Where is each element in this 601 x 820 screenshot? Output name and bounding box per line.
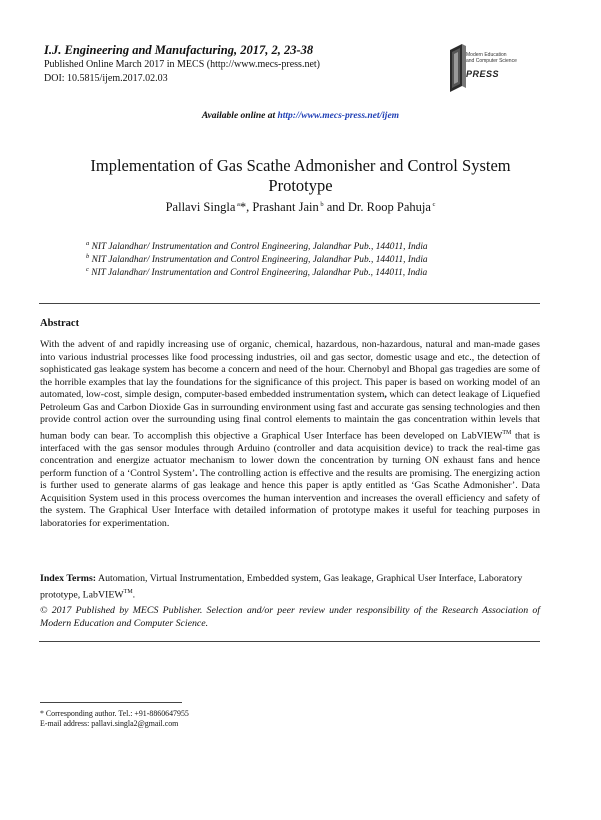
availability-line bbox=[0, 111, 601, 121]
affiliation-a bbox=[86, 240, 428, 252]
availability-label: Available online at bbox=[201, 111, 276, 121]
index-terms bbox=[40, 573, 540, 601]
author-1-mark: * bbox=[239, 200, 247, 214]
affiliation-a-sup: a bbox=[86, 240, 90, 247]
author-2: Prashant Jain bbox=[252, 200, 319, 214]
author-1: Pallavi Singla bbox=[165, 200, 236, 214]
logo-press: PRESS bbox=[466, 69, 500, 79]
index-terms-label: Index Terms: bbox=[40, 573, 97, 584]
journal-title: I.J. Engineering and Manufacturing, 2017, 2, 23-38 bbox=[44, 43, 314, 57]
affiliation-b bbox=[86, 253, 428, 265]
logo-caption bbox=[466, 52, 556, 64]
author-email: E-mail address: pallavi.singla2@gmail.com bbox=[40, 719, 179, 728]
index-terms-tm: TM bbox=[123, 588, 133, 595]
abstract-heading: Abstract bbox=[40, 318, 80, 329]
affiliation-c bbox=[86, 266, 427, 278]
author-2-sup: b bbox=[320, 200, 324, 208]
abstract-part-4: The controlling action is effective and the results are promising. The energizing action is further used to generate alarms of gas leakage and hence this paper is aptly entitled as ‘Gas Scathe Admonisher’. Data Acquisition System used in this process overcomes the human intervention and increases the overall efficiency and safety of the system. The Graphical User Interface with detailed information of prototype makes it useful for teaching purposes in laboratories for experimentation. bbox=[40, 467, 540, 529]
abstract-part-2: which can detect leakage of Liquefied Petroleum Gas and Carbon Dioxide Gas in surrounding environment using fast and accurate gas sensing technologies and then provide control action over the surrounding using final control elements to maintain the gas concentration within levels that human body can bear. To accomplish this objective a Graphical User Interface has been developed on LabVIEW bbox=[40, 389, 540, 442]
abstract-bold-comma: , bbox=[384, 389, 387, 401]
mecs-press-logo bbox=[446, 36, 558, 96]
top-divider bbox=[39, 303, 540, 304]
author-list bbox=[0, 200, 601, 215]
author-sep-1: , bbox=[246, 200, 253, 214]
corresponding-author: * Corresponding author. Tel.: +91-8860647955 bbox=[40, 709, 189, 718]
publication-info: Published Online March 2017 in MECS (http://www.mecs-press.net) bbox=[44, 59, 320, 70]
bottom-divider bbox=[39, 641, 540, 642]
affiliation-b-sup: b bbox=[86, 253, 90, 260]
index-terms-text: Automation, Virtual Instrumentation, Embedded system, Gas leakage, Graphical User Interface, Laboratory prototype, LabVIEW bbox=[40, 573, 523, 600]
paper-title bbox=[40, 156, 561, 196]
title-line-1: Implementation of Gas Scathe Admonisher and Control System bbox=[90, 156, 511, 175]
affiliation-b-text: NIT Jalandhar/ Instrumentation and Control Engineering, Jalandhar Pub., 144011, India bbox=[91, 255, 428, 266]
title-line-2: Prototype bbox=[268, 176, 333, 195]
abstract-part-3: that is interfaced with the gas sensor modules through Arduino (controller and data acquisition device) to track the real-time gas concentration and energize actuator mechanism to lower down the concentration by turning ON exhaust fans and hence perform function of a ‘Control System’ bbox=[40, 430, 541, 479]
journal-link[interactable]: http://www.mecs-press.net/ijem bbox=[277, 111, 400, 121]
author-3-sup: c bbox=[432, 200, 436, 208]
logo-line-2: and Computer Science bbox=[466, 58, 517, 64]
index-terms-end: . bbox=[132, 588, 136, 600]
doi: DOI: 10.5815/ijem.2017.02.03 bbox=[44, 73, 168, 84]
affiliation-c-text: NIT Jalandhar/ Instrumentation and Control Engineering, Jalandhar Pub., 144011, India bbox=[91, 268, 428, 279]
abstract-bold-period: . bbox=[195, 467, 198, 479]
author-3: Dr. Roop Pahuja bbox=[347, 200, 431, 214]
footnote-divider bbox=[40, 702, 182, 703]
author-sep-2: and bbox=[323, 200, 348, 214]
abstract-body bbox=[40, 339, 540, 530]
affiliation-a-text: NIT Jalandhar/ Instrumentation and Control Engineering, Jalandhar Pub., 144011, India bbox=[91, 242, 428, 253]
author-1-sup: a bbox=[237, 200, 240, 208]
affiliation-c-sup: c bbox=[86, 266, 89, 273]
copyright-notice: © 2017 Published by MECS Publisher. Selection and/or peer review under responsibility of the Research Association of Modern Education and Computer Science. bbox=[40, 605, 540, 629]
logo-line-1: Modern Education bbox=[466, 52, 507, 58]
abstract-tm: TM bbox=[502, 429, 512, 436]
abstract-part-1: With the advent of and rapidly increasing use of organic, chemical, hazardous, non-hazardous, natural and man-made gases into various industrial processes like food processing industries, oil and gas sector, domestic usage and etc., the detection of sophisticated gas leakage system has become a concern and need of the hour. Chernobyl and Bhopal gas tragedies are some of the horrible examples that lay the foundations for the significance of this project. This paper is based on working model of an automated, low-cost, simple design, computer-based embedded instrumentation system bbox=[40, 339, 540, 401]
